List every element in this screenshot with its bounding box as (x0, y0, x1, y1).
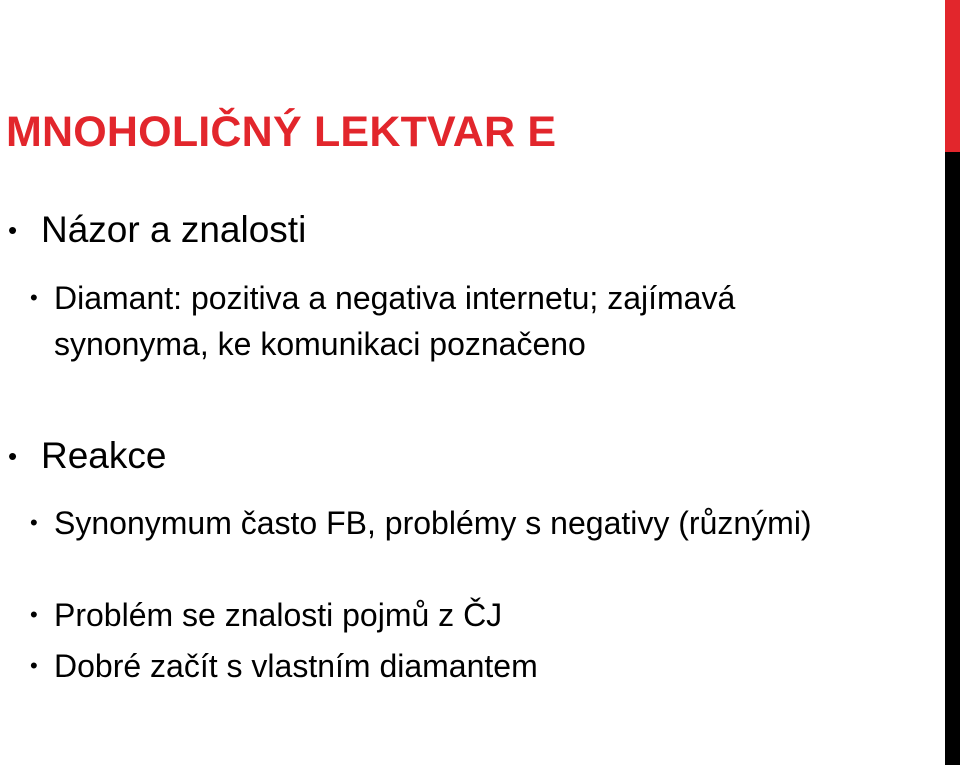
bullet-heading-text: Názor a znalosti (41, 209, 307, 250)
sub-bullet-synonymum (30, 500, 910, 546)
sub-bullet-text: Dobré začít s vlastním diamantem (54, 648, 538, 684)
bullet-dot: • (8, 215, 18, 245)
bullet-dot: • (30, 285, 38, 310)
sub-bullet-text: Synonymum často FB, problémy s negativy (různými) (54, 505, 812, 541)
sub-bullet-dobre (30, 643, 910, 689)
bullet-heading-text: Reakce (41, 435, 167, 476)
side-accent-bar-black (945, 152, 960, 765)
bullet-dot: • (30, 510, 38, 535)
bullet-dot: • (30, 602, 38, 627)
sub-bullet-text: Problém se znalosti pojmů z ČJ (54, 597, 503, 633)
slide-title: MNOHOLIČNÝ LEKTVAR E (6, 108, 557, 156)
sub-bullet-text: Diamant: pozitiva a negativa internetu; zajímavá synonyma, ke komunikaci poznačeno (54, 280, 736, 362)
sub-bullet-problem (30, 592, 910, 638)
bullet-dot: • (8, 441, 18, 471)
sub-bullet-diamant (30, 275, 910, 367)
bullet-dot: • (30, 653, 38, 678)
side-accent-bar-red (945, 0, 960, 152)
